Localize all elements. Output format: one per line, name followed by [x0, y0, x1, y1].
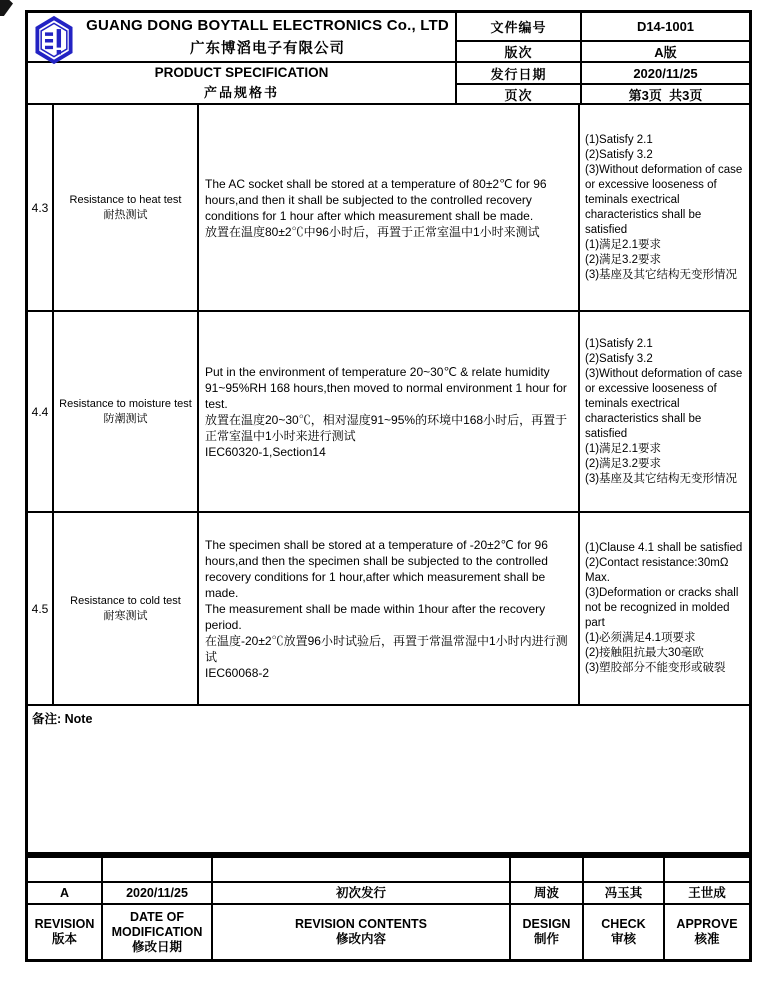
req-line: (1)Clause 4.1 shall be satisfied: [585, 542, 743, 554]
req-line: (1)Satisfy 2.1: [585, 133, 653, 146]
rev-header-contents: [213, 905, 511, 959]
company-name-cn: 广东博滔电子有限公司: [190, 40, 345, 57]
rev-header-revision-en: REVISION: [34, 917, 95, 931]
rev-header-date-cn: 修改日期: [131, 939, 182, 954]
desc-line: The AC socket shall be stored at a temperature of 80±2℃ for 96 hours,and then it shall be subjected to the controlled recovery conditions for 1 hour after which measurement shall be made.: [205, 176, 547, 223]
req-line: (1)Satisfy 2.1: [585, 337, 653, 350]
field-value-page: 第3页 共3页: [628, 87, 703, 103]
rev-empty-cell: [665, 858, 749, 883]
spec-test-description: [199, 513, 580, 704]
field-label-doc-number: 文件编号: [457, 13, 582, 42]
test-name-cn: 耐热测试: [103, 208, 148, 221]
rev-header-approve-cn: 核准: [694, 932, 720, 946]
rev-empty-cell: [213, 858, 511, 883]
rev-header-date-en2: MODIFICATION: [111, 924, 203, 939]
company-name-en: GUANG DONG BOYTALL ELECTRONICS Co., LTD: [86, 16, 449, 34]
desc-line: IEC60068-2: [205, 665, 270, 680]
spec-test-name: [54, 312, 199, 511]
document-title-cn: 产品规格书: [203, 85, 279, 100]
desc-line: 放置在温度20~30℃，相对湿度91~95%的环境中168小时后，再置于正常室温中1小时来进行测试: [205, 412, 568, 443]
rev-header-check-cn: 审核: [610, 932, 636, 946]
rev-header-design-en: DESIGN: [522, 917, 571, 931]
req-line: (2)Contact resistance:30mΩ Max.: [585, 557, 729, 584]
rev-header-design: [511, 905, 584, 959]
spec-row-4-3: [28, 105, 749, 312]
revision-grid: [28, 858, 749, 959]
spec-test-name: [54, 513, 199, 704]
field-label-page: 页次: [457, 85, 582, 103]
spec-test-name: [54, 105, 199, 310]
rev-header-revision-cn: 版本: [51, 932, 77, 946]
desc-line: The measurement shall be made within 1hour after the recovery period.: [205, 601, 546, 632]
req-line: (3)Deformation or cracks shall not be recognized in molded part: [585, 587, 739, 629]
boytall-logo-icon: [35, 15, 73, 65]
rev-header-revision: [28, 905, 103, 959]
req-line: (3)基座及其它结构无变形情况: [585, 268, 738, 281]
document-header: [28, 13, 749, 105]
spec-test-requirements: [580, 312, 749, 511]
req-line: (2)满足3.2要求: [585, 253, 662, 266]
field-label-revision: 版次: [457, 42, 582, 63]
rev-entry-date: 2020/11/25: [103, 883, 213, 905]
req-line: (2)满足3.2要求: [585, 457, 662, 470]
desc-line: Put in the environment of temperature 20~30℃ & relate humidity 91~95%RH 168 hours,then moved to normal environment 1 hour for test.: [205, 364, 567, 411]
test-name-cn: 防潮测试: [103, 412, 148, 425]
rev-header-contents-cn: 修改内容: [335, 932, 386, 946]
desc-line: 放置在温度80±2℃中96小时后，再置于正常室温中1小时来测试: [205, 224, 540, 239]
spec-row-4-5: [28, 513, 749, 706]
req-line: (3)基座及其它结构无变形情况: [585, 472, 738, 485]
revision-table: [25, 855, 752, 962]
spec-row-4-4: [28, 312, 749, 513]
req-line: (1)必须满足4.1项要求: [585, 632, 696, 644]
rev-empty-cell: [103, 858, 213, 883]
rev-entry-contents: 初次发行: [213, 883, 511, 905]
req-line: (2)Satisfy 3.2: [585, 352, 653, 365]
spec-test-description: [199, 105, 580, 310]
rev-entry-approve: 王世成: [665, 883, 749, 905]
rev-empty-cell: [28, 858, 103, 883]
test-name-en: Resistance to moisture test: [59, 397, 192, 410]
note-section: [28, 706, 749, 852]
document-title-cell: [28, 63, 457, 103]
req-line: (1)满足2.1要求: [585, 442, 662, 455]
req-line: (2)接触阻抗最大30毫欧: [585, 647, 704, 659]
spec-no: 4.4: [28, 312, 54, 511]
desc-line: 在温度-20±2℃放置96小时试验后，再置于常温常湿中1小时内进行测试: [205, 633, 568, 664]
rev-header-approve: [665, 905, 749, 959]
field-value-doc-number: D14-1001: [582, 13, 749, 42]
rev-entry-rev: A: [28, 883, 103, 905]
test-name-en: Resistance to heat test: [69, 193, 182, 206]
spec-test-requirements: [580, 105, 749, 310]
spec-document-table: [25, 10, 752, 855]
field-value-issue-date: 2020/11/25: [582, 63, 749, 85]
field-value-revision: A版: [582, 42, 749, 63]
rev-header-date-en1: DATE OF: [130, 909, 184, 924]
rev-entry-check: 冯玉其: [584, 883, 665, 905]
spec-no: 4.5: [28, 513, 54, 704]
rev-header-date: [103, 905, 213, 959]
desc-line: The specimen shall be stored at a temperature of -20±2℃ for 96 hours,and then the specimen shall be subjected to the controlled recovery conditions for 1 hour,after which measurement shall be made.: [205, 537, 548, 600]
spec-no: 4.3: [28, 105, 54, 310]
rev-header-check-en: CHECK: [601, 917, 646, 931]
spec-test-requirements: [580, 513, 749, 704]
rev-header-check: [584, 905, 665, 959]
spec-test-description: [199, 312, 580, 511]
rev-empty-cell: [511, 858, 584, 883]
test-name-en: Resistance to cold test: [70, 594, 181, 607]
rev-header-contents-en: REVISION CONTENTS: [295, 917, 427, 931]
req-line: (3)Without deformation of case or excessive looseness of teminals exectrical characteristics shall be satisfied: [585, 367, 743, 440]
desc-line: IEC60320-1,Section14: [205, 444, 326, 459]
test-name-cn: 耐寒测试: [103, 609, 148, 622]
req-line: (3)塑胶部分不能变形或破裂: [585, 662, 726, 674]
req-line: (1)满足2.1要求: [585, 238, 662, 251]
req-line: (2)Satisfy 3.2: [585, 148, 653, 161]
rev-entry-design: 周波: [511, 883, 584, 905]
document-title-en: PRODUCT SPECIFICATION: [154, 65, 329, 80]
rev-empty-cell: [584, 858, 665, 883]
req-line: (3)Without deformation of case or excessive looseness of teminals exectrical characteristics shall be satisfied: [585, 163, 743, 236]
rev-header-design-cn: 制作: [533, 932, 559, 946]
note-label: 备注: Note: [32, 712, 93, 726]
rev-header-approve-en: APPROVE: [676, 917, 738, 931]
scan-corner-artifact: [0, 0, 13, 16]
field-label-issue-date: 发行日期: [457, 63, 582, 85]
company-cell: [28, 13, 457, 63]
